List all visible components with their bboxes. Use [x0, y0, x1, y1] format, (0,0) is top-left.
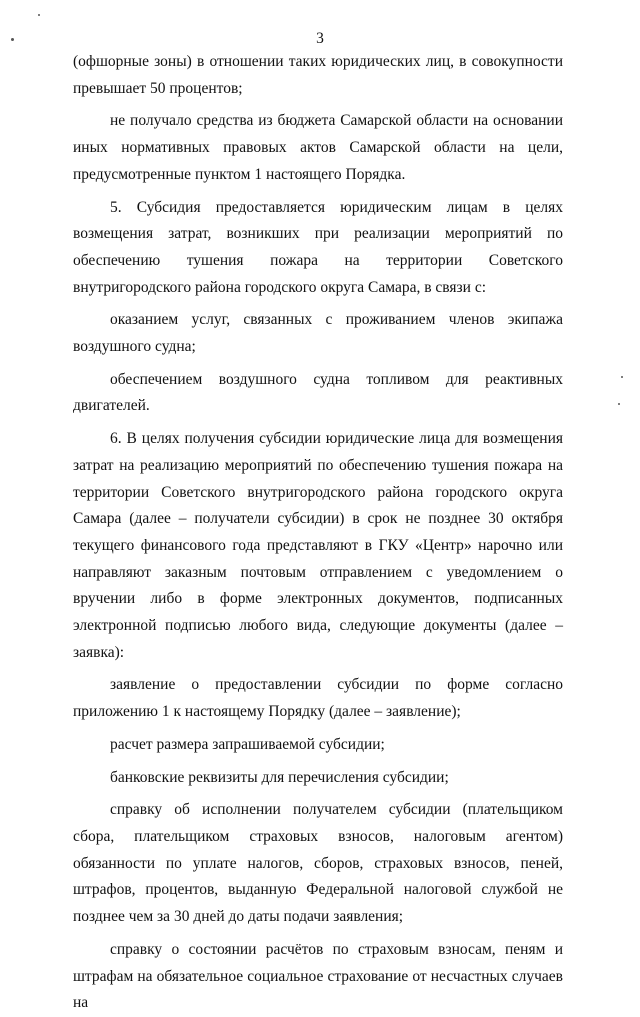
- paragraph-no-budget-funds: не получало средства из бюджета Самарской области на основании иных нормативных правовых актов Самарской области на цели, предусмотренные пунктом 1 настоящего Порядка.: [73, 112, 563, 183]
- paragraph-offshore-continuation: (офшорные зоны) в отношении таких юридических лиц, в совокупности превышает 50 процентов;: [73, 53, 563, 97]
- document-body: [73, 49, 563, 1017]
- paragraph-crew-accommodation: оказанием услуг, связанных с проживанием членов экипажа воздушного судна;: [73, 311, 563, 356]
- paragraph-insurance-certificate: справку о состоянии расчётов по страховым взносам, пеням и штрафам на обязательное социальное страхование от несчастных случаев на: [73, 940, 563, 1012]
- scan-speck: [618, 403, 620, 405]
- paragraph-bank-details: банковские реквизиты для перечисления субсидии;: [110, 768, 449, 786]
- paragraph-item-5: 5. Субсидия предоставляется юридическим лицам в целях возмещения затрат, возникших при реализации мероприятий по обеспечению тушения пожара на территории Советского внутригородского района городского округа Самара, в связи с:: [73, 198, 563, 296]
- page-number: 3: [316, 30, 324, 47]
- paragraph-item-6: 6. В целях получения субсидии юридические лица для возмещения затрат на реализацию мероприятий по обеспечению тушения пожара на территории Советского внутригородского района городского округа Самара (далее – получатели субсидии) в срок не позднее 30 октября текущего финансового года представляют в ГКУ «Центр» нарочно или направляют заказным почтовым отправлением с уведомлением о вручении либо в форме электронных документов, подписанных электронной подписью любого вида, следующие документы (далее – заявка):: [73, 430, 563, 661]
- paragraph-calculation: расчет размера запрашиваемой субсидии;: [110, 735, 385, 753]
- paragraph-application: заявление о предоставлении субсидии по форме согласно приложению 1 к настоящему Порядку (далее – заявление);: [73, 676, 563, 721]
- paragraph-tax-certificate: справку об исполнении получателем субсидии (плательщиком сбора, плательщиком страховых взносов, налоговым агентом) обязанности по уплате налогов, сборов, страховых взносов, пеней, штрафов, процентов, выданную Федеральной налоговой службой не позднее чем за 30 дней до даты подачи заявления;: [73, 801, 563, 926]
- scan-speck: [621, 376, 623, 378]
- scan-speck: [38, 14, 40, 16]
- paragraph-fuel-supply: обеспечением воздушного судна топливом для реактивных двигателей.: [73, 370, 563, 415]
